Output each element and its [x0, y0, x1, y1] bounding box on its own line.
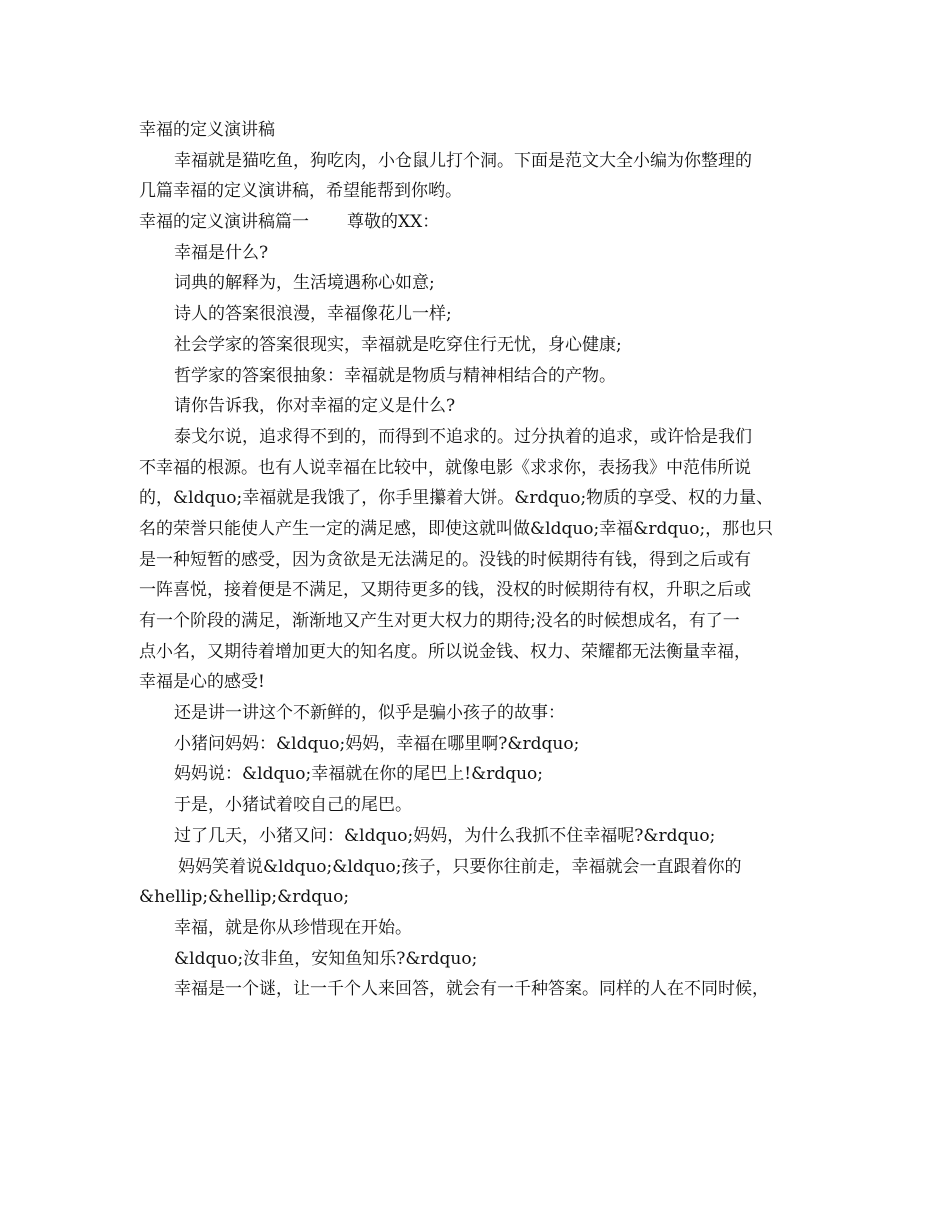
long-paragraph-line: 点小名，又期待着增加更大的知名度。所以说金钱、权力、荣耀都无法衡量幸福，	[139, 641, 751, 662]
closing-line: &ldquo;汝非鱼，安知鱼知乐?&rdquo;	[174, 948, 478, 969]
document-body	[139, 115, 829, 1005]
mother-reply-line: 妈妈笑着说&ldquo;&ldquo;孩子，只要你往前走，幸福就会一直跟着你的	[178, 856, 742, 877]
paragraph: 词典的解释为，生活境遇称心如意;	[174, 273, 435, 294]
paragraph: 请你告诉我，你对幸福的定义是什么?	[174, 396, 456, 417]
story-line: 于是，小猪试着咬自己的尾巴。	[174, 795, 412, 816]
closing-line: 幸福，就是你从珍惜现在开始。	[174, 917, 412, 938]
intro-line: 几篇幸福的定义演讲稿，希望能帮到你哟。	[139, 181, 462, 202]
closing-line: 幸福是一个谜，让一千个人来回答，就会有一千种答案。同样的人在不同时候，	[174, 979, 769, 1000]
long-paragraph-line: 一阵喜悦，接着便是不满足，又期待更多的钱，没权的时候期待有权，升职之后或	[139, 580, 751, 601]
long-paragraph-line: 的，&ldquo;幸福就是我饿了，你手里攥着大饼。&rdquo;物质的享受、权的力量、	[139, 488, 774, 509]
document-title: 幸福的定义演讲稿	[139, 120, 275, 140]
story-line: 妈妈说：&ldquo;幸福就在你的尾巴上!&rdquo;	[174, 764, 544, 785]
story-line: 小猪问妈妈：&ldquo;妈妈，幸福在哪里啊?&rdquo;	[174, 733, 580, 754]
paragraph: 社会学家的答案很现实，幸福就是吃穿住行无忧，身心健康;	[174, 334, 622, 355]
long-paragraph-line: 泰戈尔说，追求得不到的，而得到不追求的。过分执着的追求，或许恰是我们	[174, 426, 752, 447]
long-paragraph-line: 幸福是心的感受!	[139, 672, 265, 693]
story-line: 过了几天，小猪又问：&ldquo;妈妈，为什么我抓不住幸福呢?&rdquo;	[174, 825, 716, 846]
long-paragraph-line: 有一个阶段的满足，渐渐地又产生对更大权力的期待;没名的时候想成名，有了一	[139, 611, 740, 631]
paragraph: 哲学家的答案很抽象：幸福就是物质与精神相结合的产物。	[174, 365, 616, 386]
section-heading-line	[139, 207, 829, 238]
long-paragraph-line: 不幸福的根源。也有人说幸福在比较中，就像电影《求求你，表扬我》中范伟所说	[139, 457, 751, 478]
mother-reply-line: &hellip;&hellip;&rdquo;	[139, 887, 350, 908]
paragraph: 诗人的答案很浪漫，幸福像花儿一样;	[174, 304, 452, 325]
intro-line: 幸福就是猫吃鱼，狗吃肉，小仓鼠儿打个洞。下面是范文大全小编为你整理的	[174, 150, 752, 171]
section-heading: 幸福的定义演讲稿篇一	[139, 212, 309, 233]
salutation: 尊敬的XX：	[347, 212, 440, 233]
story-line: 还是讲一讲这个不新鲜的，似乎是骗小孩子的故事：	[174, 703, 565, 724]
long-paragraph-line: 名的荣誉只能使人产生一定的满足感，即使这就叫做&ldquo;幸福&rdquo;，那也只	[139, 518, 774, 539]
paragraph: 幸福是什么?	[174, 242, 269, 263]
long-paragraph-line: 是一种短暂的感受，因为贪欲是无法满足的。没钱的时候期待有钱，得到之后或有	[139, 549, 751, 570]
